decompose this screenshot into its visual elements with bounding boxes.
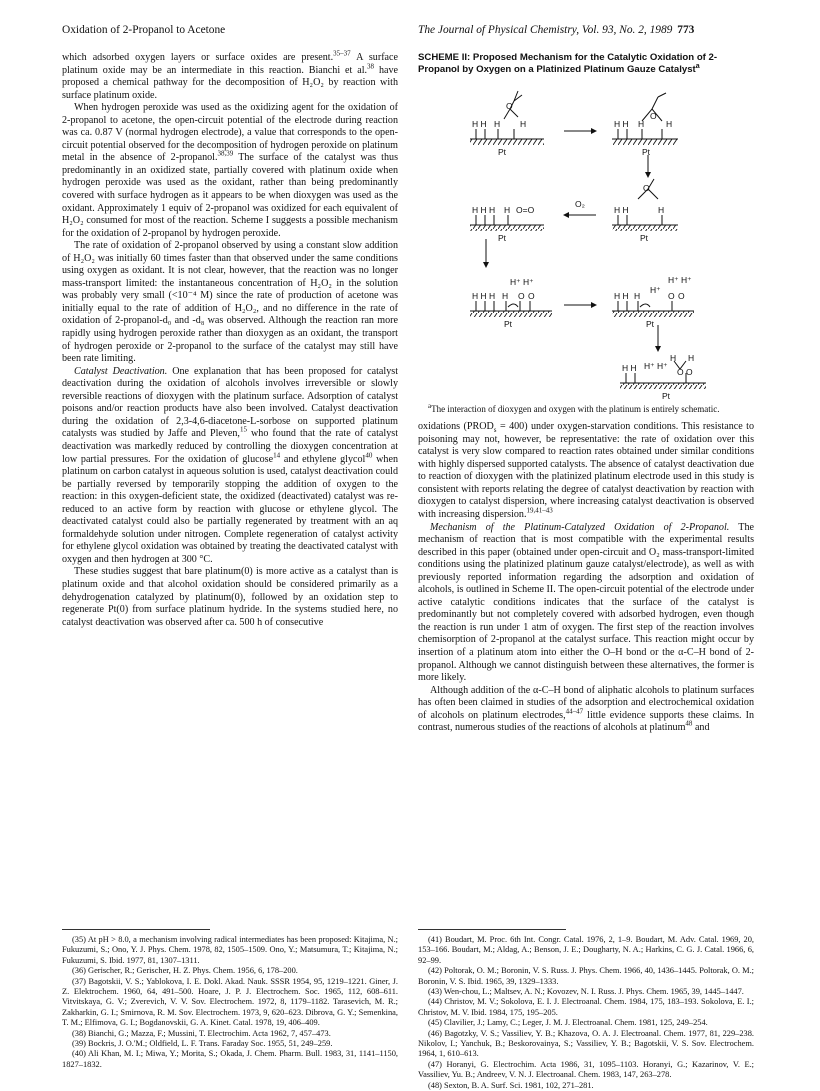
h-atom-3: H (638, 119, 645, 130)
h-atoms-1: H H (472, 119, 487, 130)
hplus-pair-2: H⁺ H⁺ (668, 275, 692, 286)
paragraph-oxidations: oxidations $(PROD_s = 400)$ under oxygen-starvation conditions. This resistance to poisoning may not, however, be representative: the rate of oxidation over this catalyst is very slow compared to reaction rates obtained under similar conditions with highly dispersed supported catalysts. The absence of catalyst deactivation due to reaction of dioxygen with the platinized platinum electrode used in this study is consistent with reports relating the degree of catalyst deactivation by reaction with dioxygen to catalyst dispersion, where increasing catalyst deactivation is observed with increasing dispersion.$^{19,41-43}$ (418, 421, 754, 521)
pt-label-5: Pt (504, 319, 513, 330)
h-atom-9: H (670, 353, 677, 364)
footnote-divider-left (62, 929, 210, 930)
scheme-title: SCHEME II: Proposed Mechanism for the Catalytic Oxidation of 2-Propanol by Oxygen on a Platinized Platinum Gauze Catalyst$^a$ (418, 52, 718, 75)
mechanism-scheme (418, 79, 754, 404)
h-atoms-2: H H (614, 119, 629, 130)
reference-entry: (41) Boudart, M. Proc. 6th Int. Congr. Catal. 1976, 2, 1–9. Boudart, M. Adv. Catal. 1969, 20, 153–166. Boudart, M.; Aldag, A.; Benson, J. E.; Dougharty, N. A.; Harkins, C. G. J. Catal. 1966, 6, 92–99. (418, 935, 754, 965)
pt-label-7: Pt (662, 391, 671, 402)
o-atom-7: O (678, 291, 685, 302)
paragraph-rate-of-oxidation: The rate of oxidation of 2-propanol observed by using a constant slow addition of H₂O₂ was initially 60 times faster than that observed under the same conditions using oxygen as oxidant. It is not clear, however, that the reaction was no longer mass-transport limited: the instantaneous concentration of H₂O₂ in the solution was probably very small (<10⁻⁴ M) since the rate of production of acetone was initially equal to the rate of addition of H₂O₂, and no difference in the rate of oxidation of 2-propanol-d₀ and -d₈ was observed. Although the reaction ran more rapidly using hydrogen peroxide rather than dioxygen as an oxidant, the transport of hydrogen peroxide or 2-propanol to the surface of the catalyst may still have been rate limiting. (62, 240, 398, 365)
reference-entry: (35) At pH > 8.0, a mechanism involving radical intermediates has been proposed: Kitajima, N.; Fukuzumi, S.; Ono, Y. J. Phys. Chem. 1978, 82, 1505–1509. Ono, Y.; Matsumura, T.; Kitajima, N.; Fukuzumi, S. Ibid. 1977, 81, 1307–1311. (62, 935, 398, 965)
h-atoms-5: H H H (472, 291, 496, 302)
reference-entry: (36) Gerischer, R.; Gerischer, H. Z. Phys. Chem. 1956, 6, 178–200. (72, 966, 298, 976)
journal-citation: The Journal of Physical Chemistry, Vol. 93, No. 2, 1989 (418, 24, 673, 36)
o2-bound: O=O (516, 205, 535, 216)
h-atom-10: H (688, 353, 695, 364)
paragraph-mechanism: Mechanism of the Platinum-Catalyzed Oxidation of 2-Propanol. The mechanism of reaction that is most compatible with the experimental results described in this paper (obtained under open-circuit and O₂ mass-transport-limited conditions using the platinized platinum gauze catalyst/electrode), as well as with previously reported information regarding the adsorption and oxidation of alcohols, is outlined in Scheme II. The open-circuit potential of the electrode under active catalytic conditions indicates that the surface of the catalyst is predominantly but not completely covered with adsorbed hydrogen, even though the reaction is run under 1 atm of oxygen. The first step of the reaction involves chemisorption of 2-propanol at the catalyst surface. This reaction might occur by insertion of a platinum atom into either the O–H bond or the α-C–H bond of 2-propanol. Although we cannot distinguish between these alternatives, the former is more likely. (418, 521, 754, 684)
h-atoms-4: H H (614, 205, 629, 216)
reference-entry: (45) Clavilier, J.; Lamy, C.; Leger, J. M. J. Electroanal. Chem. 1981, 125, 249–254. (428, 1018, 708, 1028)
reference-entry: (46) Bagotzky, V. S.; Vassiliev, Y. B.; Khazova, O. A. J. Electroanal. Chem. 1977, 81, 229–238. Nikolov, I.; Yanchuk, B.; Beskorovainya, S.; Vassiliev, Y. B.; Bagotskii, V. S. Sov. Electrochem. 1964, 1, 610–613. (418, 1028, 754, 1059)
section-heading: Catalyst Deactivation. (74, 365, 168, 377)
h-atom-6: H (658, 205, 665, 216)
reference-entry: (40) Ali Khan, M. I.; Miwa, Y.; Morita, S.; Okada, J. Chem. Pharm. Bull. 1983, 31, 1141–1150, 1827–1832. (62, 1049, 398, 1069)
reference-entry: (38) Bianchi, G.; Mazza, F.; Mussini, T. Electrochim. Acta 1962, 7, 457–473. (72, 1028, 331, 1038)
paragraph-alpha-ch: Although addition of the α-C–H bond of aliphatic alcohols to platinum surfaces has often been claimed in studies of the adsorption and electrochemical oxidation of alcohols on platinum electrodes,$^{44-47}$ little evidence supports these claims. In contrast, numerous studies of the reactions of alcohols at platinum$^{48}$ and (418, 684, 754, 734)
reference-entry: (44) Christov, M. V.; Sokolova, E. I. J. Electroanal. Chem. 1984, 175, 183–193. Sokolova, E. I.; Christov, M. V. Ibid. 1984, 175, 195–205. (418, 997, 754, 1017)
h-atoms-3: H H H (472, 205, 496, 216)
h-atoms-7: H H (622, 363, 637, 374)
page-number: 773 (677, 24, 695, 36)
h-atom-2: H (520, 119, 527, 130)
journal-header (418, 24, 694, 36)
pt-label-6: Pt (646, 319, 655, 330)
right-column (418, 52, 754, 735)
paragraph-studies-suggest: These studies suggest that bare platinum(0) is more active as a catalyst than is platinum oxide and that alcohol oxidation should be considered primarily as a dehydrogenation catalyzed by platinum(0), followed by an oxidation step to regenerate Pt(0) from surface platinum hydride. In the systems studied here, no catalyst deactivation was observed after ca. 500 h of consecutive (62, 566, 398, 628)
pt-surface-6 (612, 311, 694, 317)
hplus-pair-1: H⁺ H⁺ (510, 277, 534, 288)
pt-surface-3 (470, 225, 544, 231)
section-heading-mechanism: Mechanism of the Platinum-Catalyzed Oxidation of 2-Propanol. (430, 521, 730, 533)
reference-entry: (43) Wen-chou, L.; Maltsev, A. N.; Kovozev, N. I. Russ. J. Phys. Chem. 1965, 39, 1445–1447. (428, 987, 744, 997)
left-column (62, 49, 399, 629)
o-atom-3: O (643, 183, 650, 194)
reference-entry: (48) Sexton, B. A. Surf. Sci. 1981, 102, 271–281. (428, 1080, 594, 1090)
reference-entry: (42) Poltorak, O. M.; Boronin, V. S. Russ. J. Phys. Chem. 1966, 40, 1436–1445. Poltorak, O. M.; Boronin, V. S. Ibid. 1965, 39, 1329–1333. (418, 966, 754, 986)
h-atom-1: H (494, 119, 501, 130)
pt-surface-4 (612, 225, 678, 231)
pt-label-1: Pt (498, 147, 507, 158)
pt-surface-1 (470, 139, 544, 145)
pt-label-3: Pt (498, 233, 507, 244)
h-atom-5: H (504, 205, 511, 216)
o-atom-9: O (686, 367, 693, 378)
h-atom-4: H (666, 119, 673, 130)
reference-entry: (47) Horanyi, G. Electrochim. Acta 1986, 31, 1095–1103. Horanyi, G.; Kazarinov, V. E.; Vassiliev, Yu. B.; Andreev, V. N. J. Electroanal. Chem. 1983, 147, 263–278. (418, 1059, 754, 1080)
h-atom-8: H (634, 291, 641, 302)
hplus-1: H⁺ (650, 285, 661, 296)
reference-entry: (39) Bockris, J. O.'M.; Oldfield, L. F. Trans. Faraday Soc. 1955, 51, 249–259. (72, 1039, 333, 1049)
scheme-footnote: $^a$The interaction of dioxygen and oxygen with the platinum is entirely schematic. (428, 402, 720, 415)
scheme-diagram (418, 79, 754, 404)
running-title: Oxidation of 2-Propanol to Acetone (62, 24, 226, 36)
reference-entry: (37) Bagotskii, V. S.; Yablokova, I. E. Dokl. Akad. Nauk. SSSR 1954, 95, 1219–1221. Giner, J. Z. Elektrochem. 1960, 64, 491–500. Hoare, J. P. J. Electrochem. Soc. 1965, 112, 608–611. Vitvitskaya, G. V.; Zverevich, V. V. Sov. Electrochem. 1972, 8, 1179–1182. Tarasevich, M. R.; Zakharkin, G. I.; Smirnova, R. M. Sov. Electrochem. 1973, 9, 620–623. Dibrova, G. Y.; Semenkina, T. M.; Elfimova, G. I.; Bogdanovskii, G. A. Kinet. Catal. 1978, 19, 406–409. (62, 976, 398, 1028)
paragraph-catalyst-deactivation: Catalyst Deactivation. One explanation that has been proposed for catalyst deactivation during the oxidation of alcohols involves irreversible or slowly reversible reactions of dioxygen with the platinum surface. Adsorption of catalyst poisons and/or reaction products have also been involved. Catalyst deactivation during the oxidation of 2,3-4,6-diacetone-L-sorbose on supported platinum catalysts was studied by Jaffe and Pleven,$^{15}$ who found that the rate of catalyst deactivation was markedly reduced by controlling the dioxygen concentration at low partial pressures. For the oxidation of glucose$^{14}$ and ethylene glycol$^{40}$ when platinum on carbon catalyst in aqueous solution is used, catalyst deactivation could be partially reversed by temporarily stopping the addition of oxygen to the reaction: in this oxygen-deficient state, the oxidized (deactivated) catalyst was re-reduced to an active form by reaction with glucose or ethylene glycol. The deactivated catalyst could also be partially regenerated by treatment with an aq formaldehyde solution under nitrogen. Complete regeneration of catalyst activity for ethylene glycol oxidation was obtained by treating the deactivated catalyst with oxygen and then hydrogen at 300 °C. (62, 365, 398, 565)
h-atom-7: H (502, 291, 509, 302)
paragraph-continued: which adsorbed oxygen layers or surface oxides are present.$^{35-37}$ A surface platinum oxide may be an intermediate in this reaction. Bianchi et al.$^{38}$ have proposed a chemical pathway for the decomposition of H₂O₂ by reaction with surface platinum oxide. (62, 49, 399, 101)
o-atom-2: O (650, 111, 657, 122)
pt-label-2: Pt (642, 147, 651, 158)
pt-surface-2 (612, 139, 678, 145)
o-atom-4: O (518, 291, 525, 302)
o2-label: O₂ (575, 199, 585, 210)
references-left (62, 935, 398, 1070)
pt-surface-7 (620, 383, 706, 389)
paragraph-hydrogen-peroxide: When hydrogen peroxide was used as the oxidizing agent for the oxidation of 2-propanol to acetone, the open-circuit potential of the electrode during reaction was ca. 0.87 V (normal hydrogen electrode), a value that corresponds to the open-circuit potential observed for the decomposition of hydrogen peroxide on platinum metal in the absence of 2-propanol.$^{38,39}$ The surface of the catalyst was thus predominantly in an oxidized state, partially covered with platinum oxide when hydrogen peroxide was used as the oxidant, rather than being predominantly covered with surface hydrogen as it appears to be when dioxygen was used as the oxidant. Approximately 1 equiv of 2-propanol was oxidized for each equivalent of H₂O₂ consumed for most of the reaction. Scheme I suggests a possible mechanism for the oxidation of 2-propanol by hydrogen peroxide. (62, 102, 399, 239)
o-atom-5: O (528, 291, 535, 302)
footnote-divider-right (418, 929, 566, 930)
o-atom-1: O (506, 101, 513, 112)
h-atoms-6: H H (614, 291, 629, 302)
o-atom-6: O (668, 291, 675, 302)
pt-label-4: Pt (640, 233, 649, 244)
hplus-pair-3: H⁺ H⁺ (644, 361, 668, 372)
o-atom-8: O (677, 367, 684, 378)
pt-surface-5 (470, 311, 552, 317)
